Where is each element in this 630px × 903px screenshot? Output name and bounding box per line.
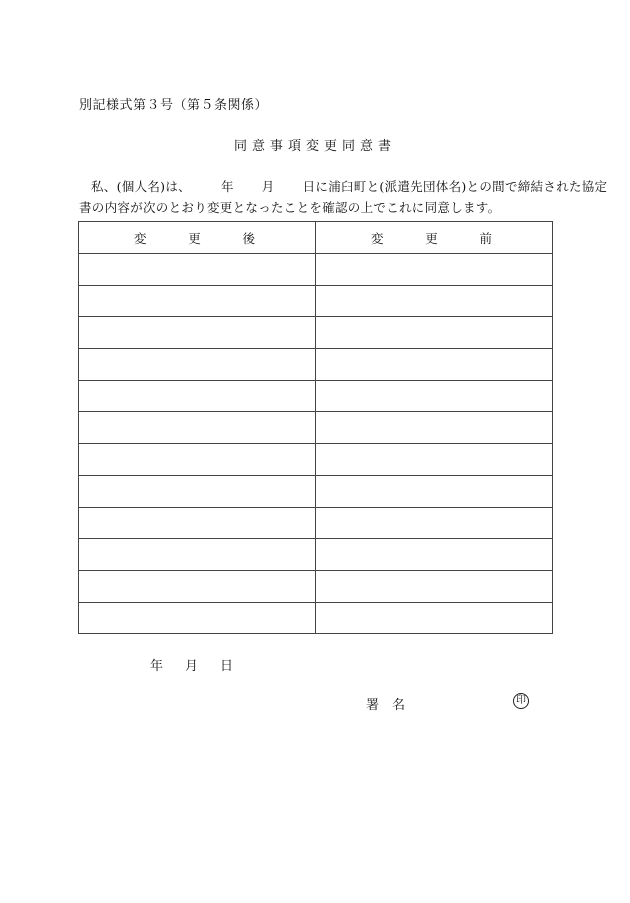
cell-before[interactable] (316, 285, 553, 317)
cell-after[interactable] (79, 539, 316, 571)
cell-before[interactable] (316, 475, 553, 507)
cell-before[interactable] (316, 412, 553, 444)
cell-after[interactable] (79, 507, 316, 539)
cell-before[interactable] (316, 444, 553, 476)
header-after (79, 222, 316, 254)
date-day: 日 (220, 659, 234, 674)
table-row (79, 475, 553, 507)
seal-mark: 印 (513, 693, 529, 709)
table-row (79, 254, 553, 286)
table-row (79, 602, 553, 634)
table-row (79, 412, 553, 444)
table-row (79, 380, 553, 412)
date-line (150, 655, 233, 674)
table-row (79, 349, 553, 381)
cell-after[interactable] (79, 412, 316, 444)
table-row (79, 317, 553, 349)
intro-text-2: 日に浦臼町と(派遣先団体名)との間で締結された協定 (302, 179, 608, 194)
header-char: 変 (134, 230, 147, 246)
header-before (316, 222, 553, 254)
signature-label: 署 名 (366, 698, 406, 713)
intro-month: 月 (261, 179, 275, 194)
cell-after[interactable] (79, 317, 316, 349)
table-row (79, 570, 553, 602)
cell-after[interactable] (79, 349, 316, 381)
cell-before[interactable] (316, 317, 553, 349)
document-title: 同意事項変更同意書 (233, 139, 396, 154)
header-char: 更 (188, 230, 201, 246)
table-row (79, 507, 553, 539)
cell-after[interactable] (79, 254, 316, 286)
cell-after[interactable] (79, 285, 316, 317)
table-row (79, 539, 553, 571)
cell-before[interactable] (316, 570, 553, 602)
date-year: 年 (150, 659, 164, 674)
intro-text-1: 私、(個人名)は、 (91, 179, 191, 194)
intro-year: 年 (220, 179, 234, 194)
table-row (79, 285, 553, 317)
cell-after[interactable] (79, 602, 316, 634)
header-char: 更 (425, 230, 438, 246)
table-row (79, 444, 553, 476)
cell-before[interactable] (316, 539, 553, 571)
table-header-row (79, 222, 553, 254)
cell-after[interactable] (79, 444, 316, 476)
date-month: 月 (185, 659, 199, 674)
header-char: 後 (242, 230, 255, 246)
cell-before[interactable] (316, 507, 553, 539)
cell-before[interactable] (316, 349, 553, 381)
form-reference: 別記様式第３号（第５条関係） (79, 98, 269, 113)
cell-before[interactable] (316, 380, 553, 412)
cell-before[interactable] (316, 254, 553, 286)
header-char: 変 (371, 230, 384, 246)
intro-line-2: 書の内容が次のとおり変更となったことを確認の上でこれに同意します。 (79, 200, 501, 215)
header-char: 前 (479, 230, 492, 246)
cell-after[interactable] (79, 380, 316, 412)
cell-after[interactable] (79, 570, 316, 602)
intro-line-1 (79, 177, 608, 195)
cell-after[interactable] (79, 475, 316, 507)
cell-before[interactable] (316, 602, 553, 634)
changes-table (78, 221, 553, 634)
